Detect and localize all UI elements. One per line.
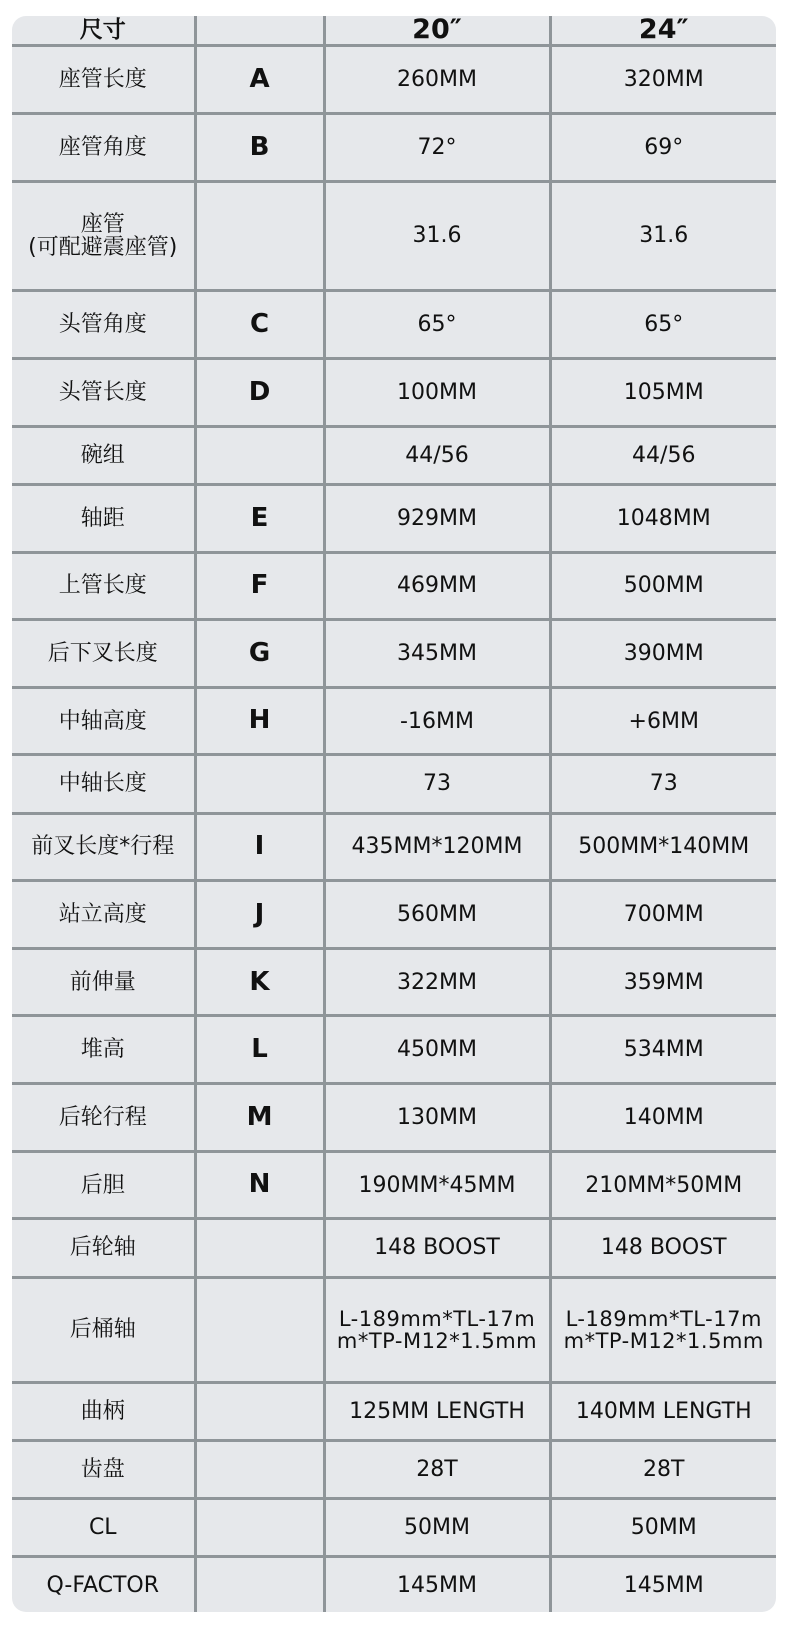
row-label: CL (12, 1499, 195, 1557)
row-label-line-1: 座管 (80, 211, 125, 237)
table-row (12, 1499, 776, 1557)
table-row (12, 1382, 776, 1440)
row-value-24: 65° (550, 291, 776, 359)
row-code (195, 1499, 324, 1557)
row-value-20: 345MM (324, 620, 550, 688)
row-value-20: 322MM (324, 948, 550, 1016)
row-label: 中轴长度 (12, 755, 195, 813)
row-value-24-line-2: m*TP-M12*1.5mm (563, 1328, 764, 1353)
row-label: 上管长度 (12, 552, 195, 620)
header-label-cell: 尺寸 (79, 17, 126, 44)
table-row (12, 1277, 776, 1382)
row-value-24: 105MM (550, 359, 776, 427)
row-value-20-line-2: m*TP-M12*1.5mm (336, 1328, 538, 1353)
row-code: N (195, 1151, 324, 1219)
row-value-20 (324, 1277, 550, 1382)
row-code: K (195, 948, 324, 1016)
row-code: C (195, 291, 324, 359)
header-size-20-cell: 20″ (324, 16, 550, 46)
row-value-24: 359MM (550, 948, 776, 1016)
row-value-20: 435MM*120MM (324, 813, 550, 881)
row-label-line-2: (可配避震座管) (28, 234, 178, 260)
row-value-20: 31.6 (324, 181, 550, 291)
row-value-24: 140MM LENGTH (550, 1382, 776, 1440)
row-value-20: 28T (324, 1440, 550, 1498)
row-code (195, 1440, 324, 1498)
row-value-24: 210MM*50MM (550, 1151, 776, 1219)
table-row (12, 552, 776, 620)
row-label: 后下叉长度 (12, 620, 195, 688)
row-value-24: 145MM (550, 1557, 776, 1612)
row-value-20: 148 BOOST (324, 1219, 550, 1277)
row-value-24: 390MM (550, 620, 776, 688)
row-value-24: 140MM (550, 1084, 776, 1152)
table-row (12, 1016, 776, 1084)
row-value-24: 50MM (550, 1499, 776, 1557)
row-label: 前伸量 (12, 948, 195, 1016)
table-row (12, 881, 776, 949)
row-label: 站立高度 (12, 881, 195, 949)
table-row (12, 755, 776, 813)
row-code: F (195, 552, 324, 620)
row-value-24 (550, 1277, 776, 1382)
table-row (12, 1440, 776, 1498)
row-code (195, 426, 324, 484)
row-label: 头管长度 (12, 359, 195, 427)
table-row (12, 426, 776, 484)
row-value-24: 320MM (550, 46, 776, 114)
row-label (12, 181, 195, 291)
row-value-20: 73 (324, 755, 550, 813)
geometry-table-card (12, 16, 776, 1612)
table-row (12, 1151, 776, 1219)
row-label: 座管长度 (12, 46, 195, 114)
row-code (195, 1219, 324, 1277)
row-code (195, 1382, 324, 1440)
row-value-24: 28T (550, 1440, 776, 1498)
row-code (195, 1557, 324, 1612)
row-value-20: 65° (324, 291, 550, 359)
row-value-24: 534MM (550, 1016, 776, 1084)
table-row (12, 181, 776, 291)
table-row (12, 687, 776, 755)
row-code: L (195, 1016, 324, 1084)
row-code: B (195, 113, 324, 181)
row-value-20: 72° (324, 113, 550, 181)
row-value-24: 69° (550, 113, 776, 181)
row-label: 堆高 (12, 1016, 195, 1084)
header-code-cell (195, 16, 324, 46)
row-value-24: 700MM (550, 881, 776, 949)
row-value-24: 148 BOOST (550, 1219, 776, 1277)
row-value-20: 190MM*45MM (324, 1151, 550, 1219)
row-label: 后轮行程 (12, 1084, 195, 1152)
row-value-20: 44/56 (324, 426, 550, 484)
row-value-24: 1048MM (550, 484, 776, 552)
row-value-20: 450MM (324, 1016, 550, 1084)
row-value-24-line-1: L-189mm*TL-17m (565, 1306, 762, 1331)
row-value-20: 145MM (324, 1557, 550, 1612)
row-value-20: 100MM (324, 359, 550, 427)
row-code: I (195, 813, 324, 881)
row-code: J (195, 881, 324, 949)
row-code: H (195, 687, 324, 755)
table-row (12, 620, 776, 688)
table-row (12, 359, 776, 427)
row-value-20: 929MM (324, 484, 550, 552)
row-value-24: +6MM (550, 687, 776, 755)
row-code: D (195, 359, 324, 427)
row-code: M (195, 1084, 324, 1152)
table-row (12, 484, 776, 552)
table-row (12, 291, 776, 359)
row-label: 齿盘 (12, 1440, 195, 1498)
row-value-20: 560MM (324, 881, 550, 949)
header-size-24-cell: 24″ (550, 16, 776, 46)
row-value-24: 500MM*140MM (550, 813, 776, 881)
row-label: 曲柄 (12, 1382, 195, 1440)
row-label: 座管角度 (12, 113, 195, 181)
row-value-24: 44/56 (550, 426, 776, 484)
row-value-24: 31.6 (550, 181, 776, 291)
table-row (12, 113, 776, 181)
row-value-20-line-1: L-189mm*TL-17m (338, 1306, 536, 1331)
table-header-row (12, 16, 776, 46)
geometry-table (12, 16, 776, 1612)
row-label: 后桶轴 (12, 1277, 195, 1382)
row-code (195, 1277, 324, 1382)
table-row (12, 948, 776, 1016)
row-value-24: 73 (550, 755, 776, 813)
row-code (195, 755, 324, 813)
row-value-20: 130MM (324, 1084, 550, 1152)
row-label: 前叉长度*行程 (12, 813, 195, 881)
table-row (12, 1084, 776, 1152)
row-code: E (195, 484, 324, 552)
row-value-24: 500MM (550, 552, 776, 620)
table-row (12, 46, 776, 114)
table-row (12, 1219, 776, 1277)
row-value-20: 125MM LENGTH (324, 1382, 550, 1440)
row-code (195, 181, 324, 291)
row-label: 轴距 (12, 484, 195, 552)
row-value-20: 260MM (324, 46, 550, 114)
row-label: 后胆 (12, 1151, 195, 1219)
row-label: 碗组 (12, 426, 195, 484)
table-row (12, 1557, 776, 1612)
row-label: 头管角度 (12, 291, 195, 359)
row-label: Q-FACTOR (12, 1557, 195, 1612)
table-row (12, 813, 776, 881)
row-label: 中轴高度 (12, 687, 195, 755)
row-code: G (195, 620, 324, 688)
row-label: 后轮轴 (12, 1219, 195, 1277)
row-value-20: 50MM (324, 1499, 550, 1557)
row-value-20: -16MM (324, 687, 550, 755)
row-code: A (195, 46, 324, 114)
row-value-20: 469MM (324, 552, 550, 620)
